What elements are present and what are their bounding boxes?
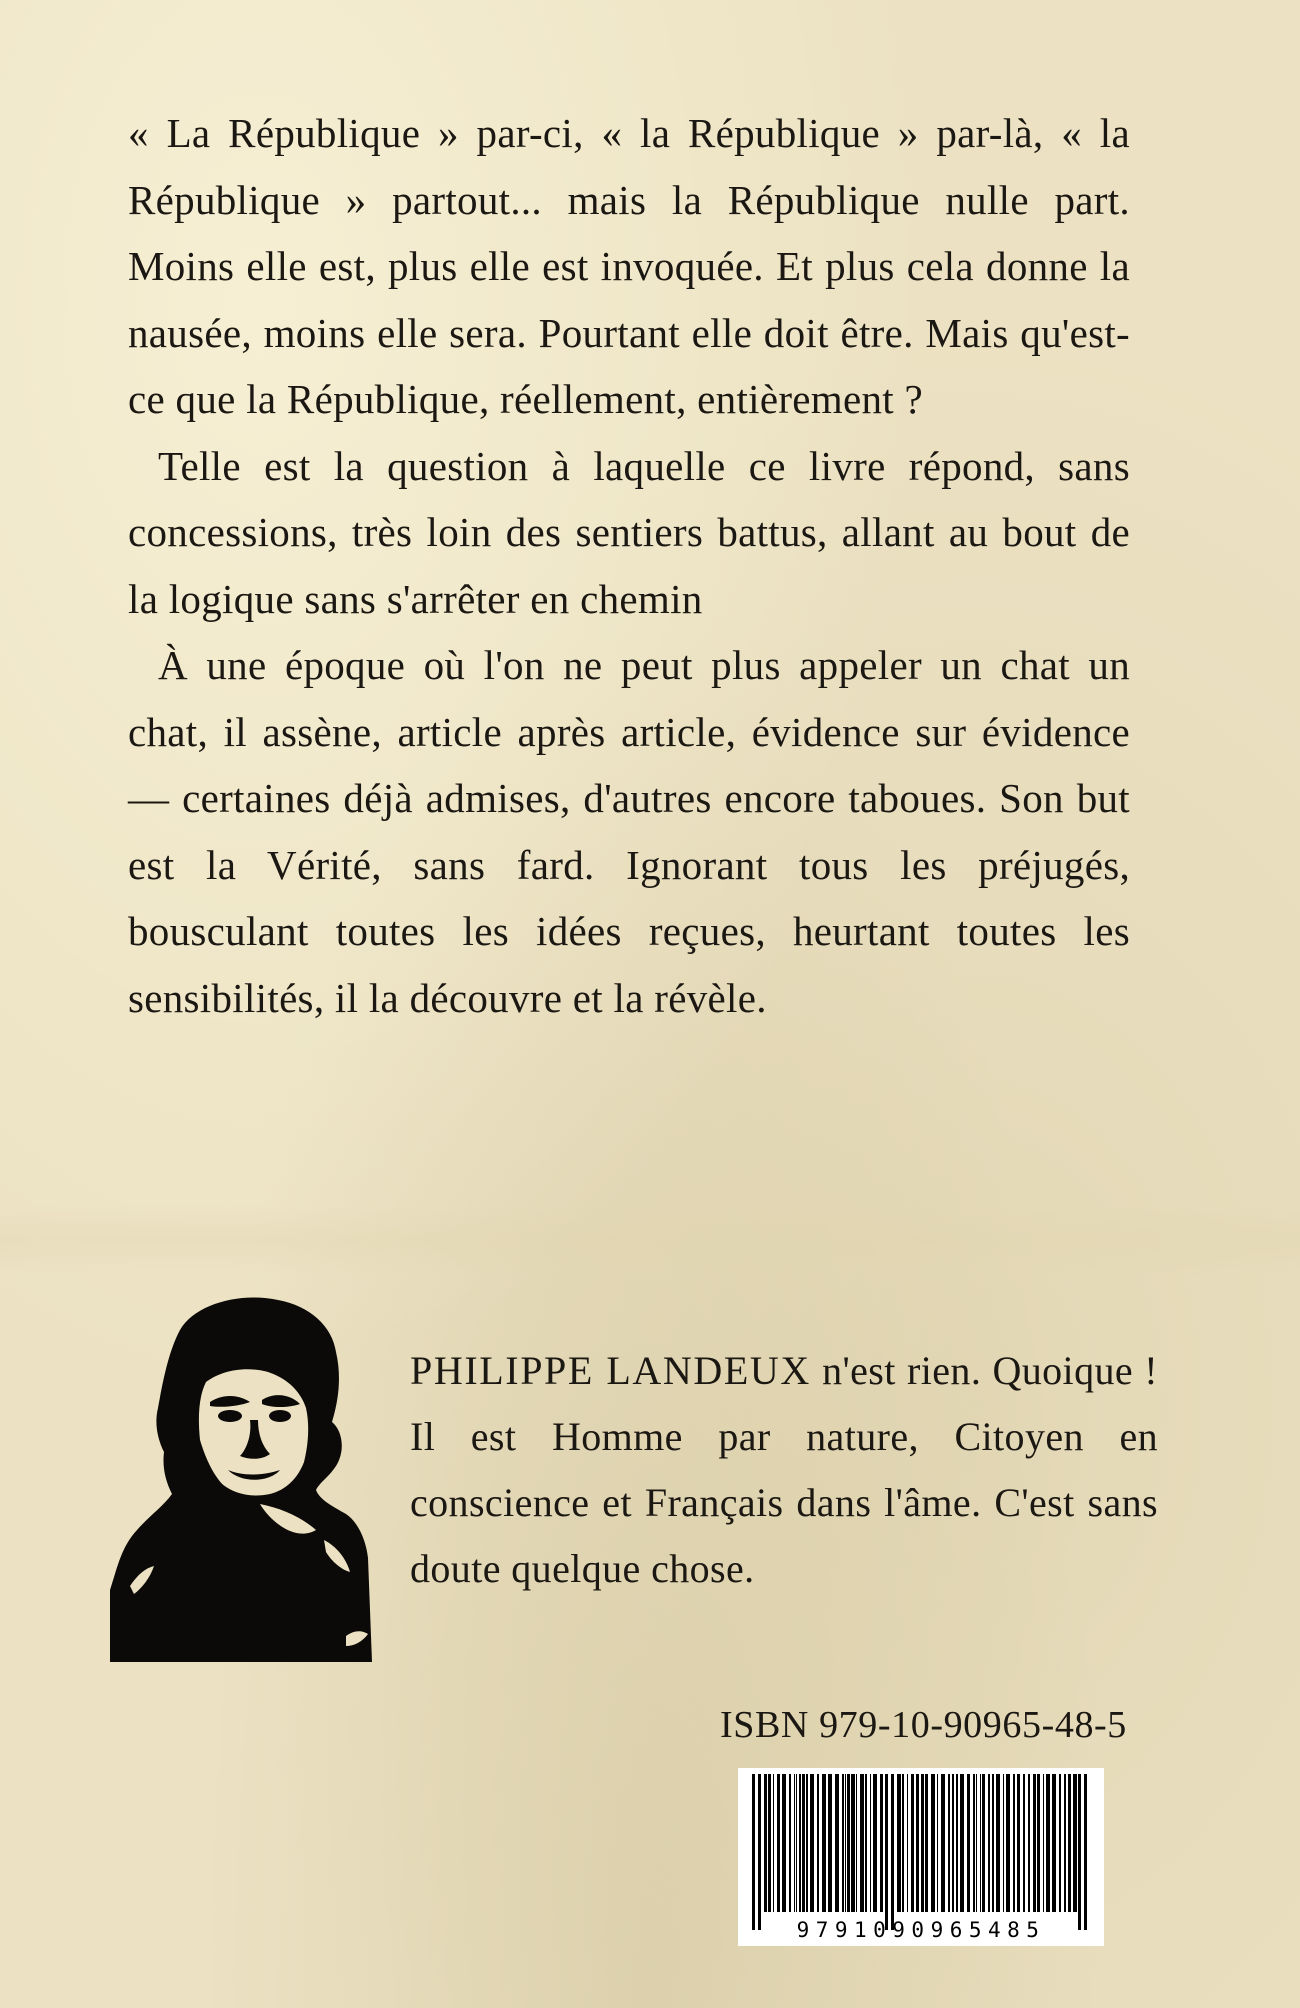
barcode-bar <box>902 1774 904 1912</box>
barcode-bar <box>773 1774 774 1912</box>
barcode-bar <box>865 1774 867 1912</box>
barcode-bar <box>817 1774 819 1912</box>
barcode-bar <box>1073 1774 1077 1912</box>
barcode-bar <box>1017 1774 1020 1912</box>
barcode-bar <box>845 1774 846 1912</box>
barcode-bar <box>956 1774 958 1912</box>
barcode-digits: 9791090965485 <box>796 1918 1046 1942</box>
author-name: PHILIPPE LANDEUX <box>410 1348 811 1393</box>
barcode-bar <box>1059 1774 1061 1912</box>
barcode-bar <box>941 1774 945 1912</box>
barcode-guard-bar <box>752 1774 755 1930</box>
barcode-bar <box>1043 1774 1044 1912</box>
barcode-bar <box>967 1774 970 1912</box>
barcode-bar <box>976 1774 977 1912</box>
barcode-bar <box>952 1774 954 1912</box>
barcode-bar <box>897 1774 901 1912</box>
barcode-guard-bar <box>1084 1774 1087 1930</box>
barcode-bar <box>810 1774 814 1912</box>
barcode-bar <box>835 1774 839 1912</box>
barcode-bar <box>764 1774 767 1912</box>
barcode-bar <box>796 1774 797 1912</box>
barcode-bar <box>982 1774 985 1912</box>
isbn-label: ISBN 979-10-90965-48-5 <box>720 1704 1127 1746</box>
barcode-bar <box>1068 1774 1071 1912</box>
blurb-text <box>128 100 1130 1031</box>
barcode-bar <box>1028 1774 1030 1912</box>
barcode-bar <box>1006 1774 1010 1912</box>
barcode-bar <box>873 1774 877 1912</box>
barcode-guard-bar <box>891 1774 894 1930</box>
barcode-guard-bar <box>758 1774 761 1930</box>
barcode-bar <box>847 1774 850 1912</box>
barcode-bar <box>828 1774 832 1912</box>
barcode-bar <box>948 1774 950 1912</box>
barcode-bar <box>1003 1774 1004 1912</box>
barcode-bar <box>1052 1774 1056 1912</box>
barcode-bar <box>911 1774 914 1912</box>
barcode-bar <box>782 1774 786 1912</box>
barcode-bar <box>931 1774 935 1912</box>
barcode-bar <box>996 1774 1000 1912</box>
barcode-bar <box>799 1774 801 1912</box>
paper-band <box>0 1205 1300 1275</box>
barcode-bar <box>851 1774 855 1912</box>
barcode-bar <box>960 1774 964 1912</box>
barcode-bar <box>1046 1774 1050 1912</box>
barcode-bar <box>802 1774 805 1912</box>
barcode-bar <box>777 1774 780 1912</box>
barcode-bar <box>768 1774 771 1912</box>
barcode-bar <box>880 1774 883 1912</box>
barcode-bar <box>907 1774 908 1912</box>
barcode-bar <box>789 1774 791 1912</box>
barcode-bar <box>806 1774 808 1912</box>
barcode-bar <box>842 1774 844 1912</box>
barcode-bar <box>1037 1774 1040 1912</box>
barcode-bar <box>921 1774 924 1912</box>
author-bio <box>410 1338 1158 1602</box>
barcode-guard-bar <box>1078 1774 1081 1930</box>
barcode-bar <box>1064 1774 1066 1912</box>
barcode-bar <box>916 1774 919 1912</box>
blurb-paragraph-3: À une époque où l'on ne peut plus appeler un chat un chat, il assène, article après article, évidence sur évidence — certaines déjà admises, d'autres encore taboues. Son but est la Vérité, sans fard. Ignorant tous les préjugés, bousculant toutes les idées reçues, heurtant toutes les sensibilités, il la découvre et la révèle. <box>128 642 1130 1021</box>
barcode-bar <box>925 1774 928 1912</box>
barcode-bar <box>860 1774 864 1912</box>
barcode-bar <box>1013 1774 1015 1912</box>
barcode-bar <box>992 1774 994 1912</box>
blurb-paragraph-2: Telle est la question à laquelle ce livre répond, sans concessions, très loin des sentiers battus, allant au bout de la logique sans s'arrêter en chemin <box>128 442 1130 622</box>
barcode-guard-bar <box>885 1774 888 1930</box>
barcode-bar <box>937 1774 938 1912</box>
barcode-bar <box>794 1774 795 1912</box>
author-portrait <box>110 1290 372 1662</box>
barcode-bar <box>822 1774 826 1912</box>
barcode-bar <box>856 1774 857 1912</box>
barcode-bar <box>1023 1774 1025 1912</box>
author-bio-text: n'est rien. Quoique ! Il est Homme par nature, Citoyen en conscience et Français dans l'âme. C'est sans doute quelque chose. <box>410 1348 1158 1591</box>
barcode-bar <box>980 1774 981 1912</box>
barcode-bar <box>870 1774 871 1912</box>
barcode-bar <box>1033 1774 1036 1912</box>
blurb-paragraph-1: « La République » par-ci, « la République » par-là, « la République » partout... mais la République nulle part. Moins elle est, plus elle est invoquée. Et plus cela donne la nausée, moins elle sera. Pourtant elle doit être. Mais qu'est-ce que la République, réellement, entièrement ? <box>128 110 1130 422</box>
isbn-barcode <box>738 1768 1104 1946</box>
barcode-bar <box>988 1774 990 1912</box>
barcode-bar <box>973 1774 975 1912</box>
